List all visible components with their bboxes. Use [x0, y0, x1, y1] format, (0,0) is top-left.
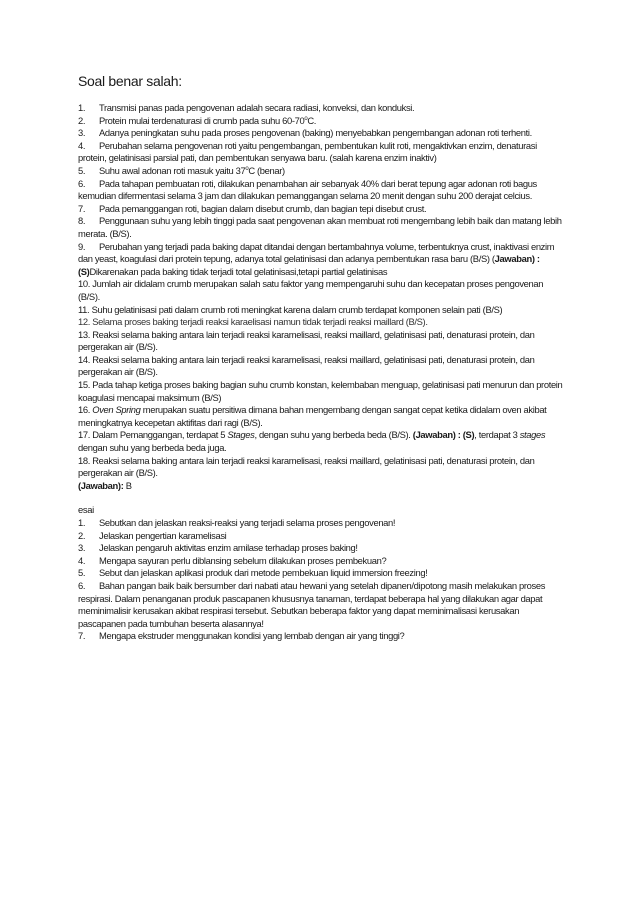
item-text: Suhu awal adonan roti masuk yaitu 37 — [99, 164, 246, 176]
list-item — [78, 542, 564, 555]
list-item — [78, 127, 564, 140]
item-number: 2. — [78, 114, 86, 126]
italic-term: Oven Spring — [92, 404, 141, 416]
document-page — [78, 72, 564, 643]
item-number: 5. — [78, 164, 86, 176]
item-text: Mengapa sayuran perlu diblansing sebelum dilakukan proses pembekuan? — [99, 554, 387, 566]
item-number: 2. — [78, 529, 86, 541]
item-number: 6. — [78, 177, 86, 189]
item-text: Reaksi selama baking antara lain terjadi reaksi karamelisasi, reaksi maillard, gelatinisasi pati, denaturasi protein, dan pergerakan air (B/S). — [78, 353, 535, 378]
item-text: Dalam Pemanggangan, terdapat 5 — [92, 429, 228, 441]
list-item — [78, 178, 564, 203]
essay-heading: esai — [78, 504, 94, 516]
list-item — [78, 404, 564, 429]
item-text: Sebut dan jelaskan aplikasi produk dari metode pembekuan liquid immersion freezing! — [99, 567, 428, 579]
item-text: Mengapa ekstruder menggunakan kondisi yang lembab dengan air yang tinggi? — [99, 630, 405, 642]
list-item — [78, 329, 564, 354]
item-number: 10. — [78, 278, 90, 290]
item-text-unit: C. — [307, 114, 317, 126]
item-number: 8. — [78, 215, 86, 227]
item-text: Pada tahap ketiga proses baking bagian suhu crumb konstan, kelembaban menguap, gelatinisasi pati menurun dan protein koagulasi mencapai maksimum (B/S) — [78, 379, 563, 403]
item-text: Jelaskan pengaruh aktivitas enzim amilase terhadap proses baking! — [99, 542, 358, 554]
item-text: Adanya peningkatan suhu pada proses pengovenan (baking) menyebabkan pengembangan adonan roti terhenti. — [99, 127, 532, 139]
item-text: Protein mulai terdenaturasi di crumb pada suhu 60-70 — [99, 114, 305, 126]
item-number: 17. — [78, 429, 90, 441]
list-item — [78, 429, 564, 454]
item-text: Penggunaan suhu yang lebih tinggi pada saat pengovenan akan membuat roti mengembang lebih baik dan matang lebih merata. (B/S). — [78, 215, 562, 239]
item-text: Pada pemanggangan roti, bagian dalam disebut crumb, dan bagian tepi disebut crust. — [99, 202, 427, 214]
list-item — [78, 567, 564, 580]
list-item — [78, 165, 564, 178]
answer-explanation: dengan suhu yang berbeda beda juga. — [78, 442, 227, 454]
italic-term: Stages — [227, 429, 255, 441]
item-text: Perubahan yang terjadi pada baking dapat ditandai dengan bertambahnya volume, terbentuknya crust, inaktivasi enzim dan yeast, koagulasi dari protein tepung, adanya total gelatinisasi dan adanya pembentukan rasa baru (B/S) ( — [78, 240, 555, 265]
item-number: 6. — [78, 579, 86, 591]
answer-explanation: , terdapat 3 — [474, 429, 520, 441]
document-title: Soal benar salah: — [78, 73, 182, 89]
list-item — [78, 555, 564, 568]
answer-value: B — [123, 479, 132, 491]
list-item — [78, 241, 564, 279]
list-item — [78, 115, 564, 128]
item-number: 18. — [78, 454, 90, 466]
item-text: Jelaskan pengertian karamelisasi — [99, 529, 227, 541]
essay-section — [78, 504, 564, 643]
item-number: 12. — [78, 316, 90, 328]
item-number: 4. — [78, 139, 86, 151]
item-number: 14. — [78, 353, 90, 365]
list-item — [78, 379, 564, 404]
item-text: Bahan pangan baik baik bersumber dari nabati atau hewani yang setelah dipanen/dipotong masih melakukan proses respirasi. Dalam penanganan produk pascapanen khususnya tanaman, terdapat beberapa hal yang dilakukan agar dapat meminimalisir kerusakan akibat respirasi tersebut. Sebutkan beberapa faktor yang dapat meminimalisasi kerusakan pascapanen pada tumbuhan beserta alasannya! — [78, 579, 546, 629]
italic-term: stages — [519, 429, 546, 441]
list-item — [78, 203, 564, 216]
list-item — [78, 316, 564, 329]
item-text: Reaksi selama baking antara lain terjadi reaksi karamelisasi, reaksi maillard, gelatinisasi pati, denaturasi protein, dan pergerakan air (B/S). — [78, 328, 535, 353]
list-item — [78, 354, 564, 379]
item-text: Jumlah air didalam crumb merupakan salah satu faktor yang mempengaruhi suhu dan kecepatan proses pengovenan (B/S). — [78, 278, 544, 302]
item-number: 16. — [78, 404, 90, 416]
list-item — [78, 517, 564, 530]
list-item — [78, 304, 564, 317]
list-item — [78, 215, 564, 240]
degree-mark: o — [304, 115, 308, 122]
answer-label: (Jawaban): — [78, 479, 124, 491]
item-number: 3. — [78, 542, 86, 554]
item-number: 7. — [78, 202, 86, 214]
true-false-list — [78, 102, 564, 492]
item-number: 4. — [78, 554, 86, 566]
item-number: 9. — [78, 240, 86, 252]
list-item — [78, 278, 564, 303]
item-text: , dengan suhu yang berbeda beda (B/S). — [254, 429, 413, 441]
item-number: 5. — [78, 567, 86, 579]
answer-label: (Jawaban) : (S) — [412, 429, 475, 441]
list-item — [78, 455, 564, 493]
item-text: Suhu gelatinisasi pati dalam crumb roti meningkat karena dalam crumb terdapat komponen selain pati (B/S) — [91, 303, 503, 315]
answer-explanation: Dikarenakan pada baking tidak terjadi total gelatinisasi,tetapi partial gelatinisas — [89, 265, 388, 277]
item-number: 1. — [78, 102, 86, 113]
answer-label: Jawaban) : (S) — [78, 253, 540, 277]
item-number: 15. — [78, 379, 90, 391]
item-text: Sebutkan dan jelaskan reaksi-reaksi yang terjadi selama proses pengovenan! — [99, 517, 396, 528]
item-text: Pada tahapan pembuatan roti, dilakukan penambahan air sebanyak 40% dari berat tepung agar adonan roti bagus kemudian difermentasi selama 3 jam dan dilakukan pemanggangan selama 20 menit dengan suhu 200 derajat celcius. — [78, 177, 537, 202]
item-text: Perubahan selama pengovenan roti yaitu pengembangan, pembentukan kulit roti, mengaktivkan enzim, denaturasi protein, gelatinisasi parsial pati, dan pembentukan senyawa baru. (salah karena enzim inaktiv) — [78, 139, 537, 164]
item-number: 3. — [78, 127, 86, 139]
item-number: 11. — [78, 303, 90, 315]
list-item — [78, 630, 564, 643]
item-text: Reaksi selama baking antara lain terjadi reaksi karamelisasi, reaksi maillard, gelatinisasi pati, denaturasi protein, dan pergerakan air (B/S). — [78, 454, 535, 479]
list-item — [78, 102, 564, 115]
degree-mark: o — [245, 165, 249, 172]
item-number: 1. — [78, 517, 86, 528]
list-item — [78, 530, 564, 543]
list-item — [78, 140, 564, 165]
item-text: Transmisi panas pada pengovenan adalah secara radiasi, konveksi, dan konduksi. — [99, 102, 415, 113]
item-text: Selama proses baking terjadi reaksi karaelisasi namun tidak terjadi reaksi maillard (B/S). — [92, 316, 428, 328]
item-text-unit: C (benar) — [248, 164, 285, 176]
item-text: merupakan suatu persitiwa dimana bahan mengembang dengan sangat cepat ketika didalam oven akibat meningkatnya kecepetan aktifitas dari ragi (B/S). — [78, 404, 547, 428]
item-number: 13. — [78, 328, 90, 340]
item-number: 7. — [78, 630, 86, 642]
list-item — [78, 580, 564, 630]
